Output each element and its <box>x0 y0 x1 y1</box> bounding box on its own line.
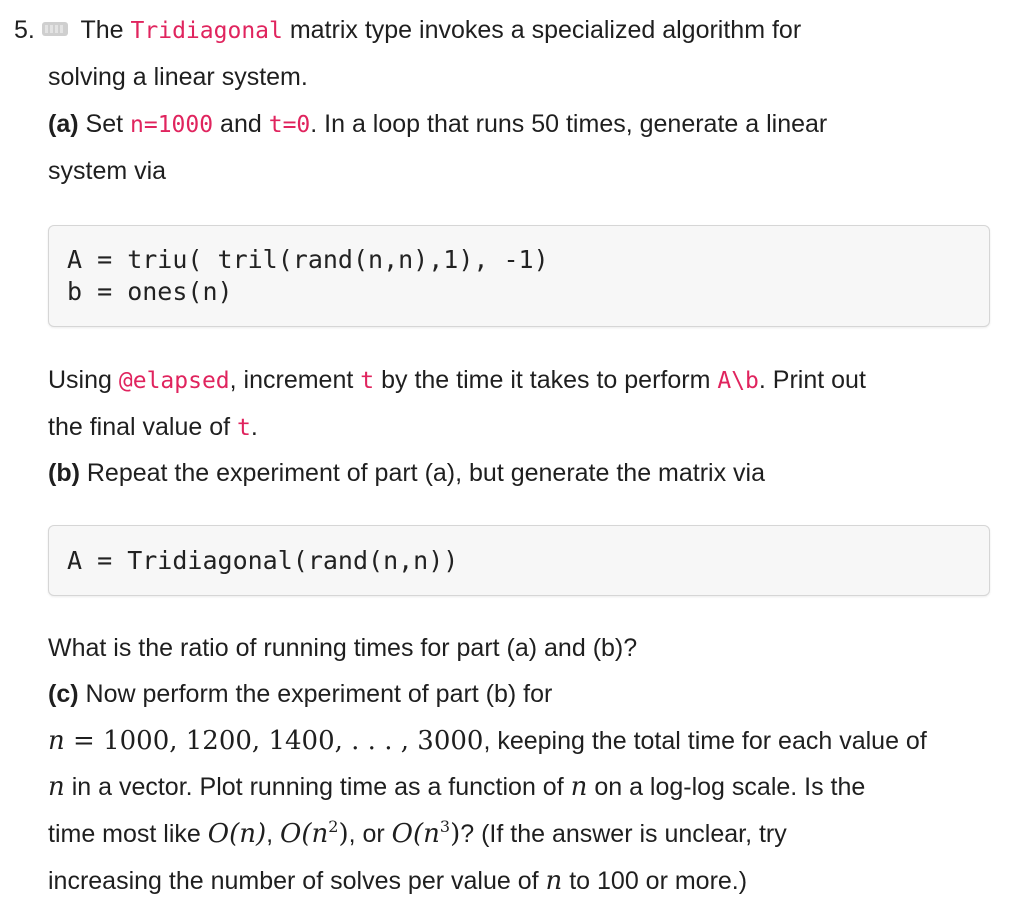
t-assign-code: t=0 <box>268 112 311 138</box>
intro-line-1 <box>48 14 801 47</box>
part-a-using: Using <box>48 366 112 394</box>
problem-number: 5. <box>14 16 35 44</box>
type-name-code: Tridiagonal <box>130 18 283 44</box>
part-c-label: (c) <box>48 680 79 708</box>
part-a-line-4 <box>48 411 258 444</box>
intro-rest: matrix type invokes a specialized algorithm for <box>289 16 802 44</box>
part-a-rest: . In a loop that runs 50 times, generate a linear <box>310 110 828 138</box>
math-n-2: n <box>48 772 65 802</box>
part-c-text-5b: to 100 or more.) <box>569 867 748 895</box>
part-c-line-3 <box>48 771 865 803</box>
exp-2: 2 <box>328 817 339 836</box>
part-c-line-1 <box>48 678 552 710</box>
part-b-text: Repeat the experiment of part (a), but generate the matrix via <box>86 459 766 487</box>
part-c-text-3a: in a vector. Plot running time as a function of <box>71 773 564 801</box>
part-c-text-3b: on a log-log scale. Is the <box>594 773 866 801</box>
part-a-line-1 <box>48 108 827 141</box>
part-a-line-2: system via <box>48 157 167 185</box>
part-c-text-4a: time most like <box>48 820 201 848</box>
part-a-increment: , increment <box>229 366 354 394</box>
part-c-line-4 <box>48 818 787 850</box>
part-c-text-5a: increasing the number of solves per value of <box>48 867 539 895</box>
elapsed-code: @elapsed <box>118 368 230 394</box>
part-a-line-3 <box>48 364 866 397</box>
math-range: = 1000, 1200, 1400, . . . , 3000 <box>64 726 484 756</box>
code-block-a <box>48 225 990 327</box>
math-n-3: n <box>570 772 588 802</box>
part-c-line-2 <box>48 725 927 757</box>
code-block-b <box>48 525 990 596</box>
exp-3: 3 <box>439 817 451 836</box>
part-a-by-time: by the time it takes to perform <box>381 366 711 394</box>
math-n-4: n <box>545 866 563 896</box>
code-line-b1: A = Tridiagonal(rand(n,n)) <box>67 546 459 575</box>
math-n: n <box>48 726 65 756</box>
part-b-label: (b) <box>48 459 80 487</box>
part-b-line-1 <box>48 457 765 489</box>
n-assign-code: n=1000 <box>130 112 214 138</box>
code-line-a2: b = ones(n) <box>67 277 233 306</box>
intro-the: The <box>80 16 124 44</box>
comma-1: , <box>266 820 274 848</box>
part-c-text-4b: ? (If the answer is unclear, try <box>460 820 787 848</box>
part-a-and: and <box>220 110 262 138</box>
code-line-a1: A = triu( tril(rand(n,n),1), -1) <box>67 245 549 274</box>
part-a-label: (a) <box>48 110 79 138</box>
part-a-period: . <box>250 413 258 441</box>
t-code: t <box>360 368 375 394</box>
solve-code: A\b <box>717 368 759 394</box>
part-a-final-value: the final value of <box>48 413 231 441</box>
big-o-n: O(n) <box>207 819 267 849</box>
part-b-question: What is the ratio of running times for part (a) and (b)? <box>48 634 638 662</box>
part-c-text-2: , keeping the total time for each value of <box>483 727 927 755</box>
part-a-print-out: . Print out <box>758 366 866 394</box>
part-a-set: Set <box>85 110 124 138</box>
close-2: ) <box>338 819 349 849</box>
big-o-n2: O(n <box>280 819 329 849</box>
keyboard-icon <box>42 22 68 36</box>
part-c-line-5 <box>48 865 747 897</box>
t-code-2: t <box>237 415 251 441</box>
big-o-n3: O(n <box>391 819 440 849</box>
part-c-text-1: Now perform the experiment of part (b) for <box>85 680 553 708</box>
close-3: ) <box>450 819 461 849</box>
or-text: , or <box>348 820 385 848</box>
intro-line-2: solving a linear system. <box>48 63 308 91</box>
